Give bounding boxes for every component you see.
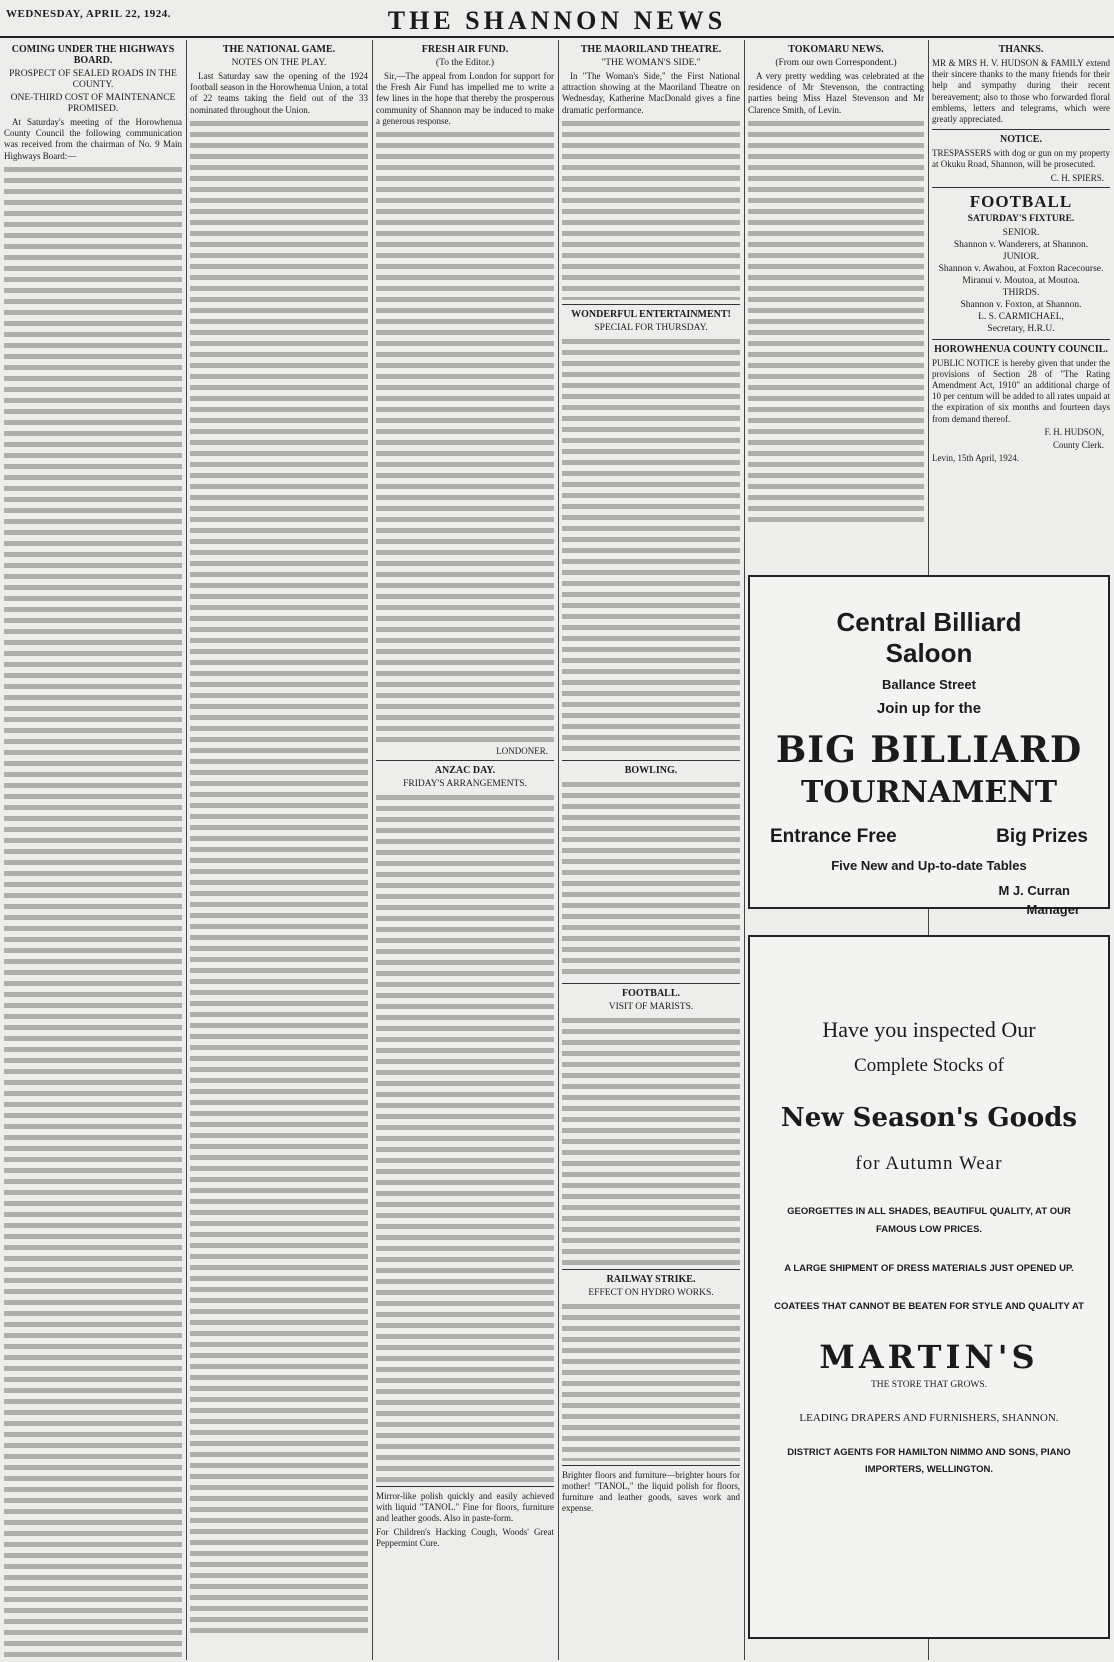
divider — [562, 983, 740, 984]
article-paragraph: A very pretty wedding was celebrated at the residence of Mr Stevenson, the contracting parties being Miss Hazel Stevenson and Mr Clarence Smith, of Levin. — [748, 71, 924, 115]
article-subheading: EFFECT ON HYDRO WORKS. — [588, 1287, 714, 1298]
article-subheading: VISIT OF MARISTS. — [608, 1001, 694, 1012]
article-subheading: FRIDAY'S ARRANGEMENTS. — [403, 779, 527, 790]
column-rule — [186, 40, 187, 1660]
notice-heading: NOTICE. — [1000, 134, 1042, 146]
fixture-line: L. S. CARMICHAEL, — [978, 311, 1064, 322]
article-heading: THE NATIONAL GAME. — [222, 44, 336, 55]
fixture-line: Miranui v. Moutoa, at Moutoa. — [962, 275, 1080, 286]
article-body-text — [4, 164, 182, 1658]
article-heading: RAILWAY STRIKE. — [606, 1273, 696, 1285]
fixture-line: THIRDS. — [1002, 287, 1040, 298]
column-tokomaru-news — [748, 42, 924, 542]
ad-line: Saloon — [885, 638, 973, 668]
tanol-advert: Mirror-like polish quickly and easily achieved with liquid "TANOL." Fine for floors, furniture and leather goods. Also in paste-form. — [376, 1491, 554, 1524]
ad-line — [750, 826, 1108, 848]
ad-headline: TOURNAMENT — [800, 775, 1058, 810]
council-public-notice: PUBLIC NOTICE is hereby given that under the provisions of Section 28 of "The Rating Amendment Act, 1910" an additional charge of 10 per centum will be added to all rates unpaid at the expiration of six months and fourteen days from demand thereof. — [932, 357, 1110, 424]
ad-line: THE STORE THAT GROWS. — [870, 1380, 988, 1390]
fixture-line: SENIOR. — [1002, 227, 1040, 238]
article-heading: THANKS. — [998, 44, 1044, 55]
divider — [376, 760, 554, 761]
article-heading: TOKOMARU NEWS. — [788, 44, 884, 55]
issue-date: WEDNESDAY, APRIL 22, 1924. — [6, 8, 172, 20]
divider — [932, 187, 1110, 188]
article-paragraph: Sir,—The appeal from London for support for the Fresh Air Fund has impelled me to write a few lines in the hope that thereby the prosperous community of Shannon may be induced to make a generous response. — [376, 71, 554, 126]
divider — [562, 1465, 740, 1466]
column-highways — [4, 42, 182, 1658]
ad-line: for Autumn Wear — [855, 1153, 1003, 1174]
article-heading: WONDERFUL ENTERTAINMENT! — [571, 308, 731, 320]
ad-entrance-free: Entrance Free — [770, 826, 897, 847]
thanks-notice: MR & MRS H. V. HUDSON & FAMILY extend their sincere thanks to the many friends for their help and sympathy during their recent bereavement; also to those who forwarded floral emblems, letters and telegrams, which were greatly appreciated. — [932, 58, 1110, 125]
article-paragraph: In "The Woman's Side," the First National attraction showing at the Maoriland Theatre on Wednesday, Katherine MacDonald gives a fine dramatic performance. — [562, 71, 740, 115]
fixture-line: Secretary, H.R.U. — [987, 323, 1055, 334]
ad-line: COATEES THAT CANNOT BE BEATEN FOR STYLE AND QUALITY AT — [774, 1301, 1084, 1312]
article-body-text — [562, 336, 740, 756]
ad-line: Have you inspected Our — [822, 1017, 1036, 1042]
article-body-text — [562, 779, 740, 979]
ad-line: Complete Stocks of — [854, 1055, 1004, 1076]
divider — [932, 339, 1110, 340]
column-rule — [372, 40, 373, 1660]
ad-line: GEORGETTES IN ALL SHADES, BEAUTIFUL QUALITY, AT OUR FAMOUS LOW PRICES. — [787, 1206, 1071, 1235]
divider — [562, 1269, 740, 1270]
article-paragraph: Last Saturday saw the opening of the 1924 football season in the Horowhenua Union, a total of 22 teams taking the field out of the 33 nominated throughout the Union. — [190, 71, 368, 115]
article-body-text — [376, 129, 554, 744]
column-national-game — [190, 42, 368, 1658]
letter-signature: LONDONER. — [496, 746, 548, 757]
ad-manager-title: Manager — [1026, 902, 1080, 917]
article-heading: FRESH AIR FUND. — [421, 44, 509, 55]
divider — [932, 129, 1110, 130]
column-rule — [744, 40, 745, 1660]
council-notice-date: Levin, 15th April, 1924. — [932, 452, 1019, 463]
ad-line: A LARGE SHIPMENT OF DRESS MATERIALS JUST OPENED UP. — [784, 1263, 1074, 1274]
article-body-text — [748, 118, 924, 528]
column-notices — [932, 42, 1110, 542]
ad-line: LEADING DRAPERS AND FURNISHERS, SHANNON. — [799, 1412, 1059, 1424]
ad-store-name: MARTIN'S — [819, 1338, 1039, 1376]
ad-big-prizes: Big Prizes — [996, 826, 1088, 847]
article-body-text — [562, 1301, 740, 1461]
article-subheading: SPECIAL FOR THURSDAY. — [594, 322, 708, 333]
ad-line: DISTRICT AGENTS FOR HAMILTON NIMMO AND SONS, PIANO IMPORTERS, WELLINGTON. — [787, 1447, 1071, 1475]
article-body-text — [190, 118, 368, 1638]
article-heading: COMING UNDER THE HIGHWAYS BOARD. — [11, 44, 175, 66]
article-heading: FOOTBALL. — [621, 987, 681, 999]
article-subheading: "THE WOMAN'S SIDE." — [601, 58, 701, 68]
masthead — [0, 0, 1114, 38]
martins-store-advert — [748, 935, 1110, 1639]
council-signature-title: County Clerk. — [1053, 439, 1104, 450]
article-paragraph: At Saturday's meeting of the Horowhenua County Council the following communication was received from the chairman of No. 9 Main Highways Board:— — [4, 117, 182, 161]
ad-line: Join up for the — [876, 700, 982, 717]
ad-headline: BIG BILLIARD — [775, 729, 1083, 771]
column-maoriland-theatre — [562, 42, 740, 1658]
column-fresh-air-fund — [376, 42, 554, 1658]
newspaper-title: THE SHANNON NEWS — [387, 6, 727, 35]
article-body-text — [562, 118, 740, 300]
article-subheading: ONE-THIRD COST OF MAINTENANCE PROMISED. — [10, 93, 176, 114]
article-subheading: NOTES ON THE PLAY. — [231, 58, 327, 68]
trespass-notice: TRESPASSERS with dog or gun on my property at Okuku Road, Shannon, will be prosecuted. — [932, 148, 1110, 170]
notice-signature: C. H. SPIERS. — [1050, 172, 1104, 183]
divider — [562, 760, 740, 761]
football-subheading: SATURDAY'S FIXTURE. — [967, 213, 1075, 224]
article-heading: THE MAORILAND THEATRE. — [580, 44, 722, 55]
fixture-line: Shannon v. Awahou, at Foxton Racecourse. — [938, 263, 1104, 274]
fixture-line: Shannon v. Foxton, at Shannon. — [960, 299, 1082, 310]
ad-line: Five New and Up-to-date Tables — [831, 858, 1027, 873]
article-subheading: PROSPECT OF SEALED ROADS IN THE COUNTY. — [9, 69, 177, 90]
fixture-line: JUNIOR. — [1002, 251, 1040, 262]
article-heading: ANZAC DAY. — [434, 765, 496, 777]
article-subheading: (From our own Correspondent.) — [775, 58, 897, 68]
article-heading: BOWLING. — [624, 764, 678, 776]
football-title: FOOTBALL — [969, 191, 1073, 211]
divider — [562, 304, 740, 305]
article-body-text — [376, 792, 554, 1482]
fixture-line: Shannon v. Wanderers, at Shannon. — [953, 239, 1089, 250]
column-rule — [558, 40, 559, 1660]
council-signature: F. H. HUDSON, — [1044, 426, 1104, 437]
ad-line: Central Billiard — [836, 607, 1022, 637]
ad-manager-name: M J. Curran — [998, 883, 1070, 898]
billiard-saloon-advert — [748, 575, 1110, 917]
ad-headline: New Season's Goods — [780, 1103, 1078, 1133]
peppermint-cure-advert: For Children's Hacking Cough, Woods' Great Peppermint Cure. — [376, 1526, 554, 1548]
council-heading: HOROWHENUA COUNTY COUNCIL. — [934, 343, 1108, 355]
article-body-text — [562, 1015, 740, 1265]
tanol-advert: Brighter floors and furniture—brighter hours for mother! "TANOL," the liquid polish for floors, furniture and leather goods, saves work and expense. — [562, 1469, 740, 1514]
divider — [376, 1486, 554, 1487]
football-fixture-list — [932, 227, 1110, 335]
ad-line: Ballance Street — [882, 677, 976, 692]
article-subheading: (To the Editor.) — [435, 58, 495, 68]
